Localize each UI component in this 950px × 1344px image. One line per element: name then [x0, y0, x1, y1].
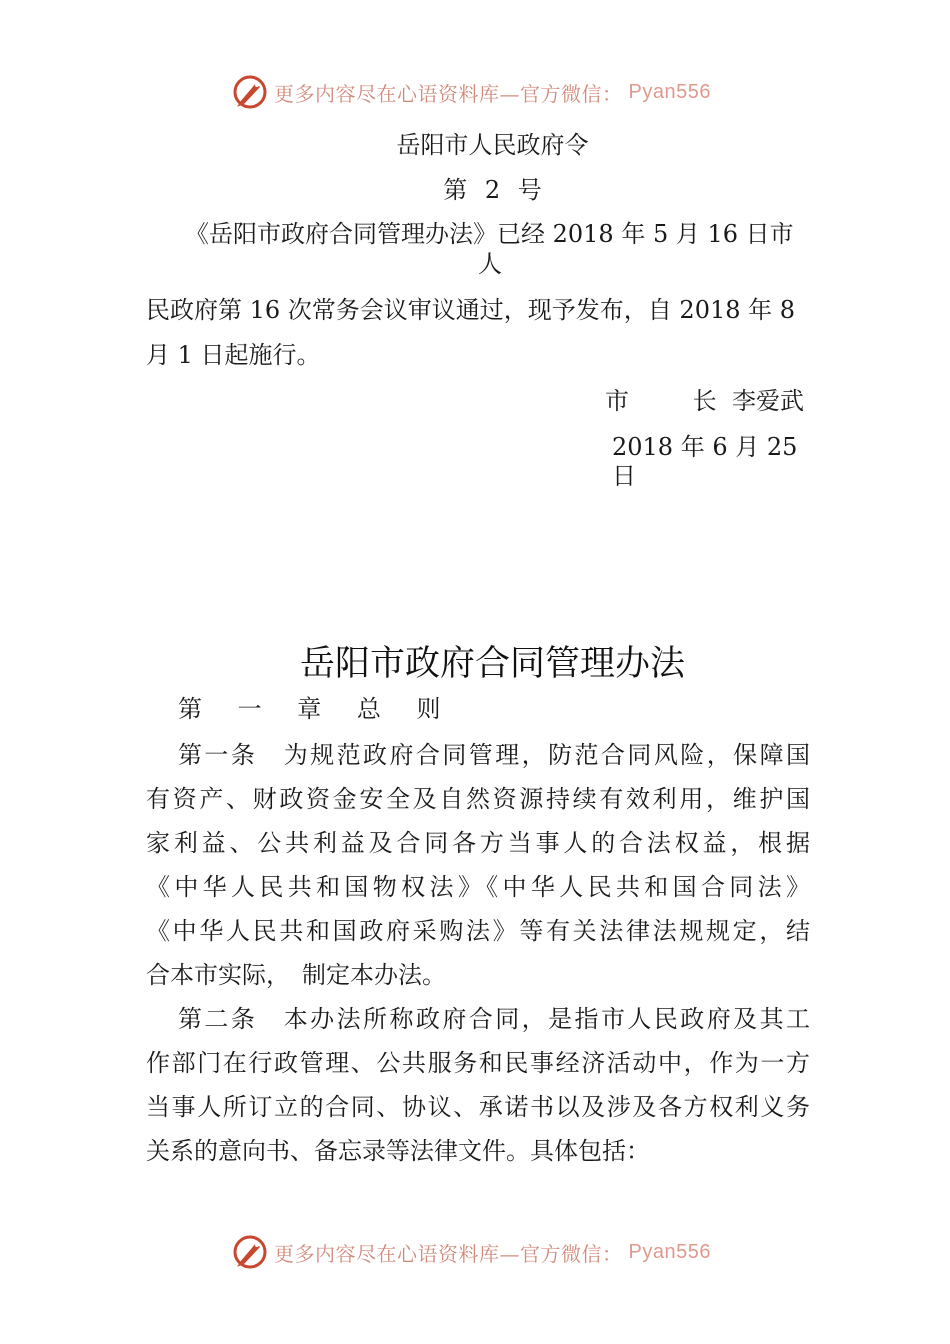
decree-title: 岳阳市人民政府令	[396, 131, 589, 159]
article-2	[146, 997, 810, 1173]
article-2-line: 当事人所订立的合同、协议、承诺书以及涉及各方权利义务	[146, 1093, 810, 1121]
watermark-text: 更多内容尽在心语资料库—官方微信：	[274, 81, 623, 106]
article-2-line: 关系的意向书、备忘录等法律文件。具体包括：	[146, 1137, 650, 1165]
article-1-line: 第一条 为规范政府合同管理，防范合同风险，保障国	[178, 741, 810, 769]
watermark-wechat-id: Pyan556	[628, 1240, 711, 1263]
promulgation-line-2: 人	[478, 250, 502, 278]
mayor-role: 市 长	[605, 387, 745, 415]
pen-logo-icon	[232, 1234, 268, 1270]
article-2-line: 作部门在行政管理、公共服务和民事经济活动中，作为一方	[146, 1049, 810, 1077]
article-2-line: 第二条 本办法所称政府合同，是指市人民政府及其工	[178, 1005, 810, 1033]
chapter-heading: 第 一 章 总 则	[178, 695, 455, 723]
decree-date-line-1: 2018 年 6 月 25	[612, 433, 798, 461]
promulgation-line-3: 民政府第 16 次常务会议审议通过，现予发布，自 2018 年 8	[146, 296, 796, 324]
watermark-bottom	[232, 1234, 711, 1270]
article-1-line: 《中华人民共和国物权法》《中华人民共和国合同法》	[146, 873, 810, 901]
pen-logo-icon	[232, 74, 268, 110]
watermark-text: 更多内容尽在心语资料库—官方微信：	[274, 1241, 623, 1266]
article-1-line: 合本市实际， 制定本办法。	[146, 961, 446, 989]
watermark-wechat-id: Pyan556	[628, 80, 711, 103]
promulgation-line-1: 《岳阳市政府合同管理办法》已经 2018 年 5 月 16 日市	[185, 220, 794, 248]
decree-date-line-2: 日	[612, 462, 636, 490]
article-1-line: 《中华人民共和国政府采购法》等有关法律法规规定，结	[146, 917, 810, 945]
article-1-line: 有资产、财政资金安全及自然资源持续有效利用，维护国	[146, 785, 810, 813]
decree-number: 第 2 号	[443, 176, 542, 204]
article-1-line: 家利益、公共利益及合同各方当事人的合法权益，根据	[146, 829, 810, 857]
promulgation-line-4: 月 1 日起施行。	[146, 341, 321, 369]
article-1	[146, 733, 810, 997]
watermark-top	[232, 74, 711, 110]
mayor-name: 李爱武	[732, 387, 804, 415]
document-title: 岳阳市政府合同管理办法	[299, 644, 685, 684]
